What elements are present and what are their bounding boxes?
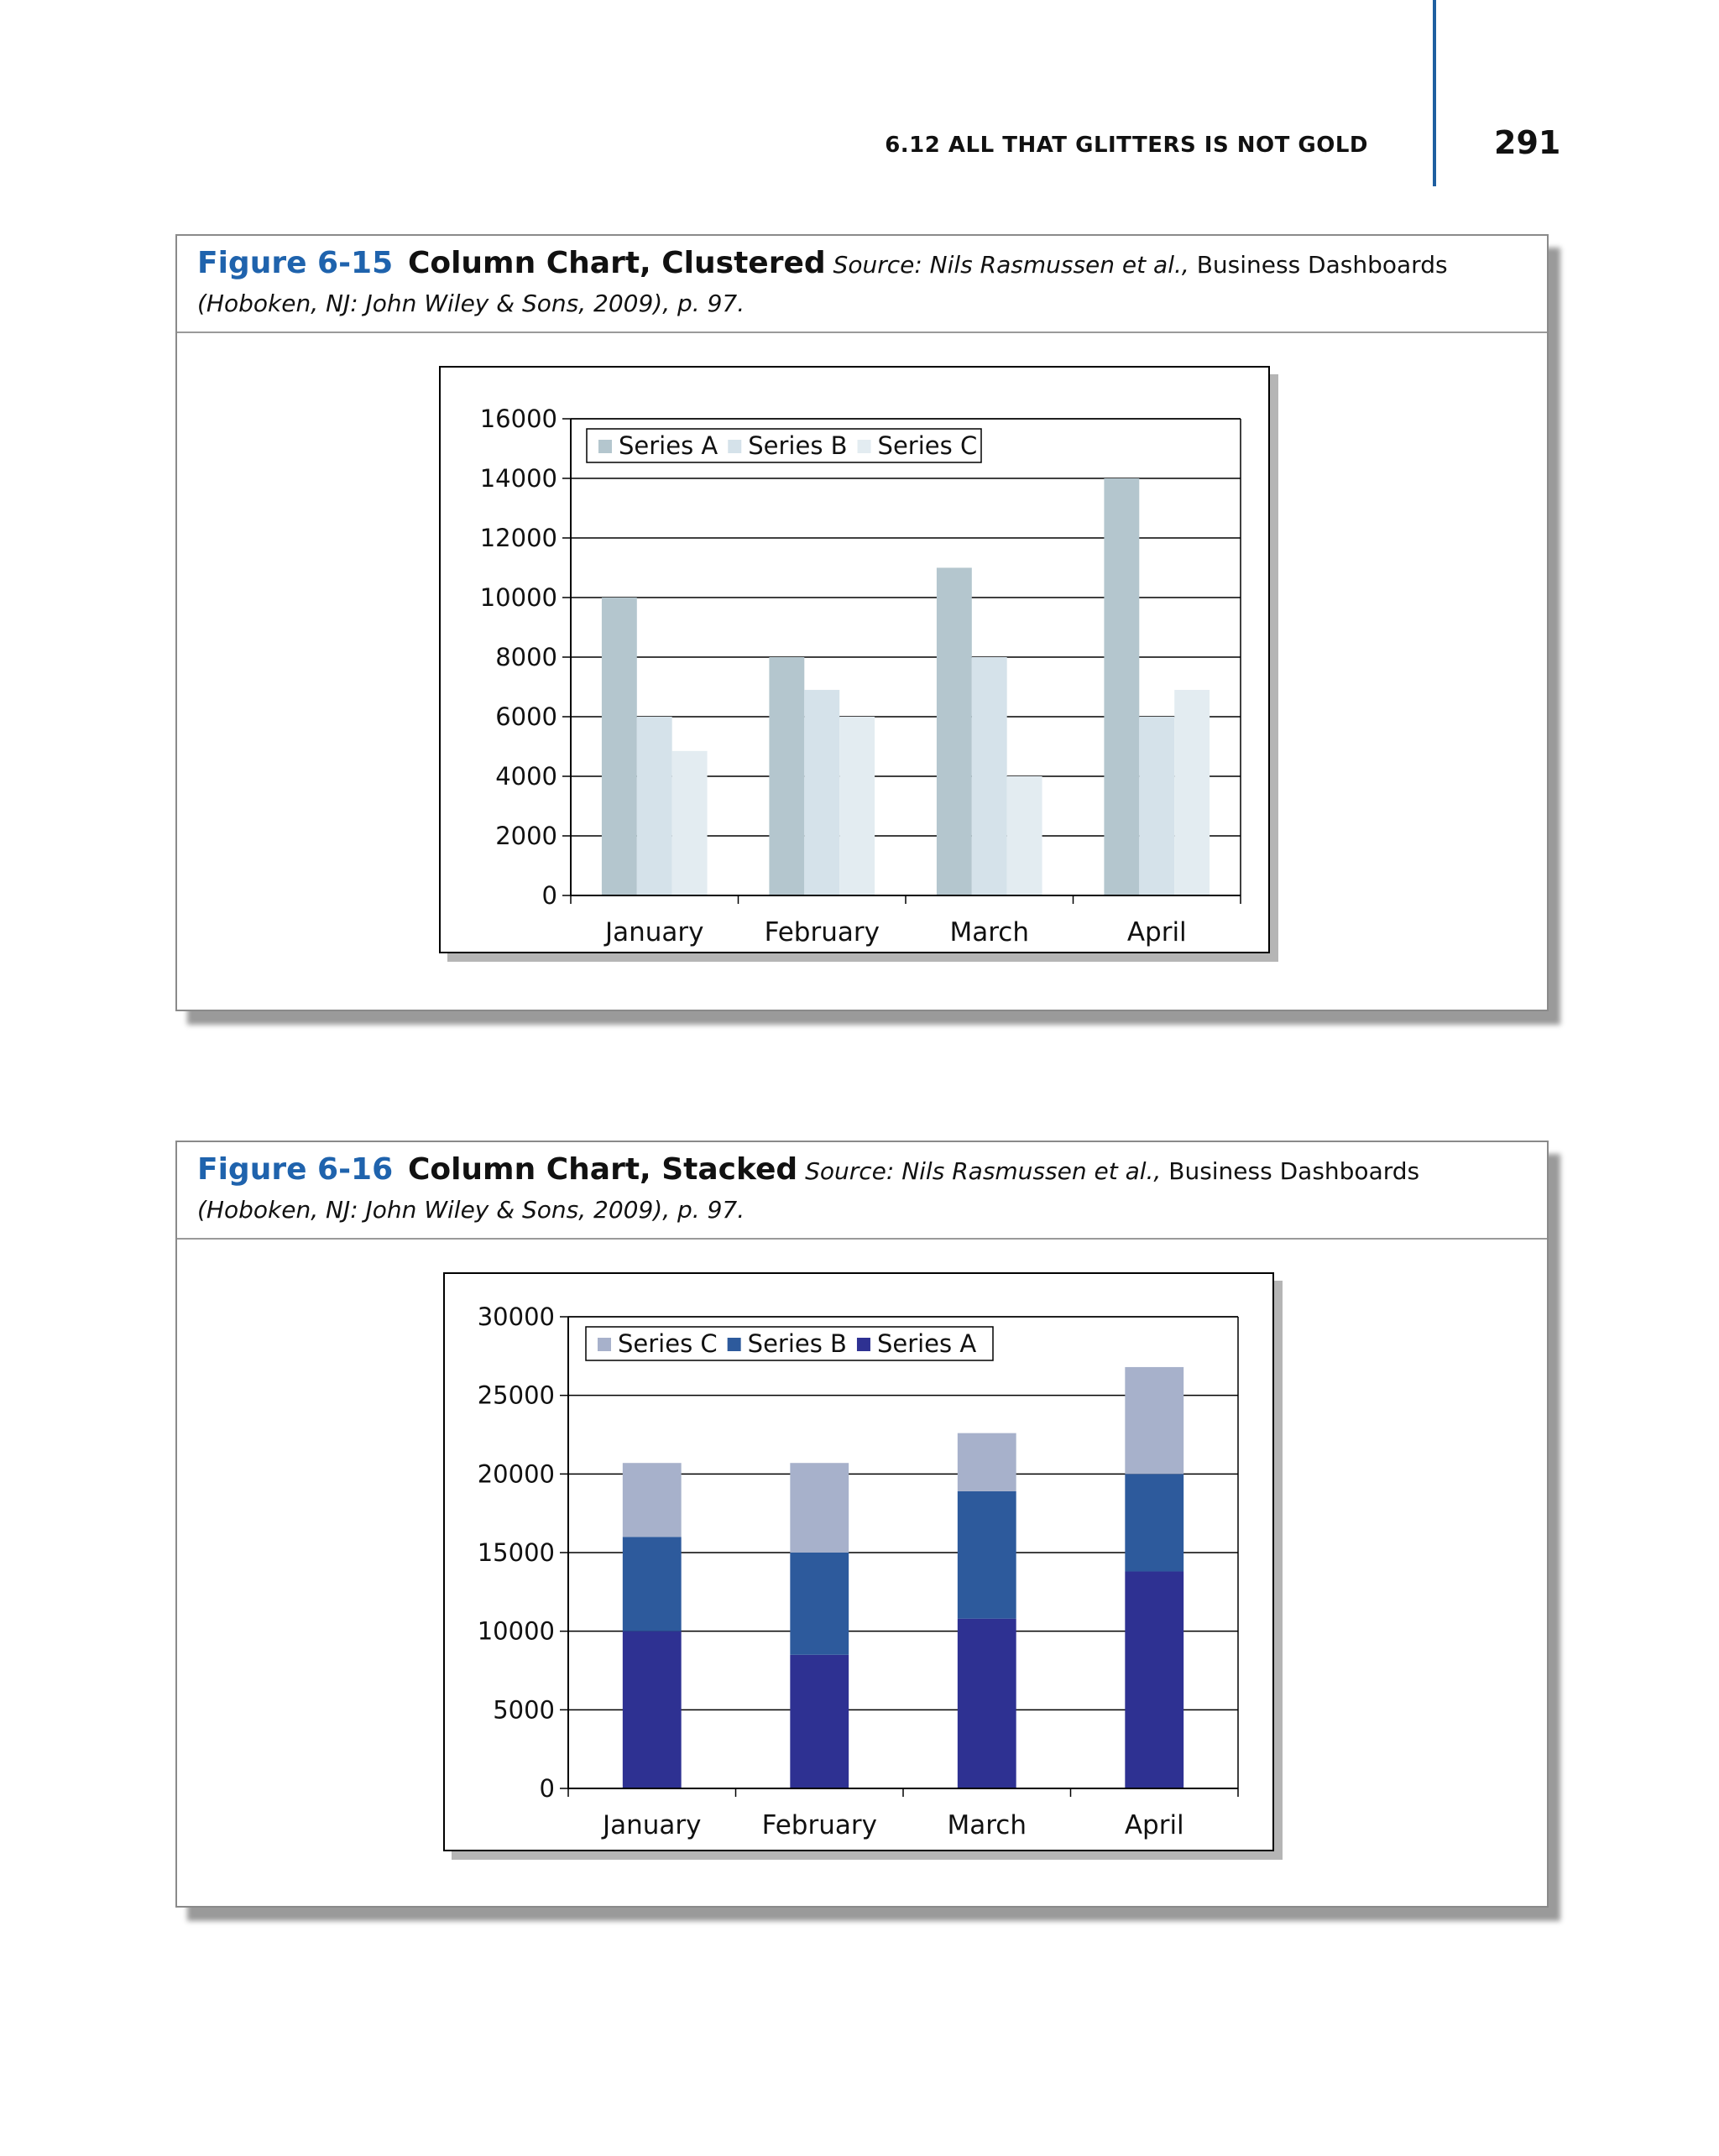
bar [972,657,1007,895]
y-tick-label: 4000 [495,762,557,791]
legend-swatch [598,440,612,453]
figure-caption [177,236,1547,333]
bar [804,690,839,895]
bar [672,751,708,895]
bar-segment [623,1631,682,1788]
stacked-column-chart [443,1272,1283,1860]
bar [1174,690,1210,895]
y-tick-label: 10000 [479,583,557,612]
y-tick-label: 15000 [477,1538,555,1567]
x-tick-label: April [1124,1810,1184,1840]
y-tick-label: 2000 [495,822,557,850]
x-tick-label: March [949,917,1029,947]
bar-segment [790,1463,849,1553]
bar-segment [623,1463,682,1537]
legend-swatch [728,1338,741,1351]
x-tick-label: January [604,917,704,947]
figure-label: Figure 6-16 [197,1152,394,1187]
bar-segment [958,1491,1016,1619]
x-tick-label: February [761,1810,877,1840]
y-tick-label: 20000 [477,1459,555,1489]
chart-frame-clustered [439,366,1278,962]
bar [1007,776,1042,895]
y-tick-label: 5000 [493,1695,555,1725]
y-tick-label: 14000 [479,464,557,493]
figure-source-prefix: Source: Nils Rasmussen et al., [805,1157,1162,1185]
figure-source-suffix: (Hoboken, NJ: John Wiley & Sons, 2009), p. 97. [197,1196,745,1224]
figure-caption [177,1142,1547,1240]
running-head: 6.12 ALL THAT GLITTERS IS NOT GOLD [885,133,1368,158]
legend-swatch [858,440,871,453]
x-tick-label: January [602,1810,702,1840]
legend-label: Series B [748,431,848,460]
figure-title: Column Chart, Clustered [407,246,826,280]
figure-source-book: Business Dashboards [1196,251,1448,279]
bar [839,717,875,895]
legend-label: Series C [877,431,978,460]
legend-swatch [857,1338,870,1351]
bar-segment [790,1655,849,1788]
figure-label: Figure 6-15 [197,246,394,280]
bar [1139,717,1174,895]
y-tick-label: 6000 [495,702,557,731]
bar-segment [623,1537,682,1631]
y-tick-label: 25000 [477,1381,555,1410]
x-tick-label: February [764,917,880,947]
legend-label: Series A [619,431,718,460]
bar-segment [790,1553,849,1655]
figure-source-suffix: (Hoboken, NJ: John Wiley & Sons, 2009), p. 97. [197,290,745,317]
legend-swatch [598,1338,611,1351]
figure-source-book: Business Dashboards [1168,1157,1420,1185]
x-tick-label: March [947,1810,1027,1840]
bar-segment [958,1619,1016,1788]
y-tick-label: 30000 [477,1302,555,1331]
header-rule [1433,0,1436,186]
y-tick-label: 0 [541,881,557,910]
y-tick-label: 12000 [479,524,557,552]
figure-box-clustered [175,234,1549,1011]
x-tick-label: April [1126,917,1187,947]
chart-frame-stacked [443,1272,1283,1860]
figure-title: Column Chart, Stacked [407,1152,798,1187]
bar [769,657,804,895]
legend-label: Series B [747,1329,847,1358]
clustered-column-chart [439,366,1278,962]
bar-segment [1125,1367,1183,1474]
y-tick-label: 8000 [495,643,557,671]
figure-box-stacked [175,1141,1549,1908]
y-tick-label: 16000 [479,405,557,433]
bar [637,717,672,895]
bar-segment [958,1433,1016,1491]
bar-segment [1125,1474,1183,1571]
legend-swatch [728,440,741,453]
y-tick-label: 10000 [477,1616,555,1646]
bar [1104,478,1139,895]
bar [937,568,972,896]
legend-label: Series A [876,1329,977,1358]
page-number: 291 [1494,124,1561,161]
bar-segment [1125,1571,1183,1788]
y-tick-label: 0 [539,1774,555,1803]
bar [602,598,637,895]
legend-label: Series C [618,1329,718,1358]
figure-source-prefix: Source: Nils Rasmussen et al., [833,251,1189,279]
